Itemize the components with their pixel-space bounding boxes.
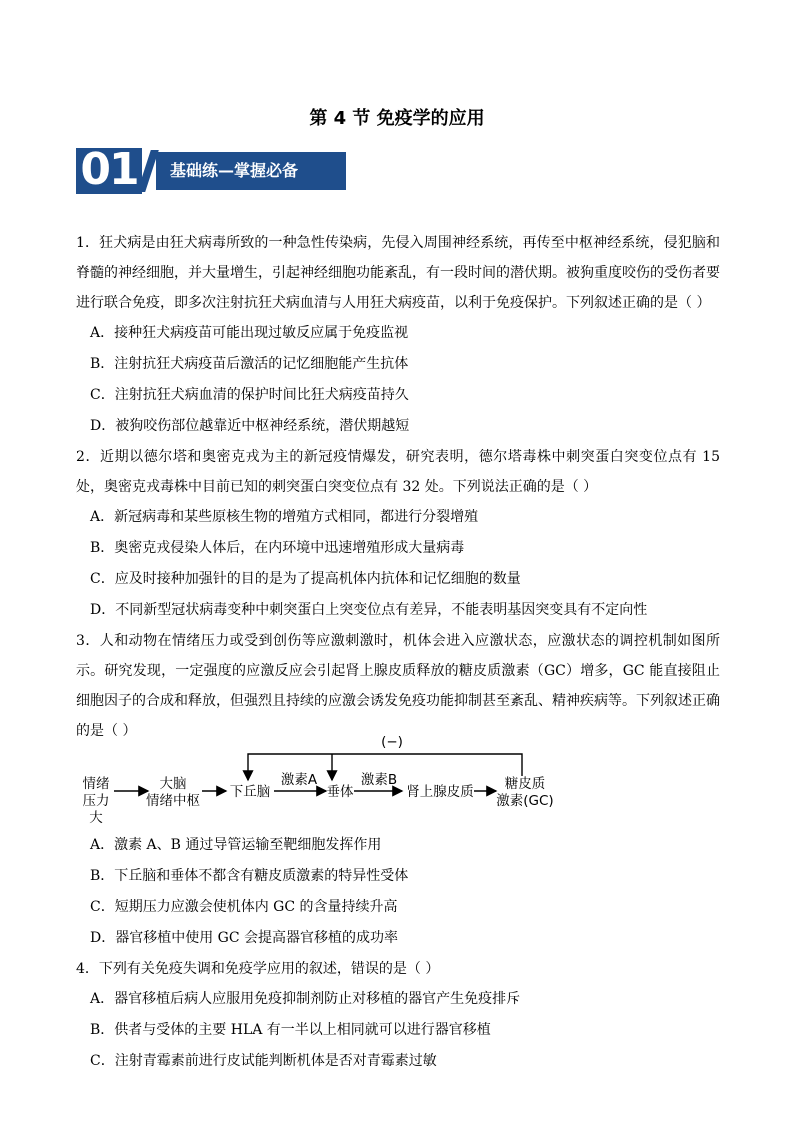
option-b: B．注射抗狂犬病疫苗后激活的记忆细胞能产生抗体 <box>90 356 409 372</box>
option-c: C．应及时接种加强针的目的是为了提高机体内抗体和记忆细胞的数量 <box>90 571 521 587</box>
option-d: D．器官移植中使用 GC 会提高器官移植的成功率 <box>90 930 399 946</box>
option-c: C．短期压力应激会使机体内 GC 的含量持续升高 <box>90 899 398 915</box>
node-glucocorticoid: 糖皮质 激素(GC) <box>496 776 554 809</box>
question-4 <box>76 954 720 1077</box>
label-hormone-b: 激素B <box>360 772 398 788</box>
option-a: A．器官移植后病人应服用免疫抑制剂防止对移植的器官产生免疫排斥 <box>90 991 521 1007</box>
option-a: A．接种狂犬病疫苗可能出现过敏反应属于免疫监视 <box>90 325 409 341</box>
option-b: B．下丘脑和垂体不都含有糖皮质激素的特异性受体 <box>90 868 409 884</box>
option-d: D．被狗咬伤部位越靠近中枢神经系统，潜伏期越短 <box>90 418 410 434</box>
option-c: C．注射青霉素前进行皮试能判断机体是否对青霉素过敏 <box>90 1053 437 1069</box>
option-b: B．供者与受体的主要 HLA 有一半以上相同就可以进行器官移植 <box>90 1022 491 1038</box>
question-list <box>76 228 720 1077</box>
option-a: A．新冠病毒和某些原核生物的增殖方式相同，都进行分裂增殖 <box>90 509 479 525</box>
node-stress: 情绪 压力大 <box>82 776 110 826</box>
question-stem: 1．狂犬病是由狂犬病毒所致的一种急性传染病，先侵入周围神经系统，再传至中枢神经系统，侵犯脑和脊髓的神经细胞，并大量增生，引起神经细胞功能紊乱，有一段时间的潜伏期。被狗重度咬伤的受伤者要进行联合免疫，即多次注射抗狂犬病血清与人用狂犬病疫苗，以利于免疫保护。下列叙述正确的是（ ） <box>76 235 720 311</box>
section-number: 01 <box>76 148 142 194</box>
node-adrenal-cortex: 肾上腺皮质 <box>406 784 474 800</box>
label-negative-feedback: (−) <box>381 734 403 750</box>
question-2 <box>76 442 720 626</box>
question-1 <box>76 228 720 442</box>
section-banner <box>76 144 346 195</box>
stress-regulation-diagram <box>76 734 720 830</box>
node-brain: 大脑 情绪中枢 <box>146 776 200 809</box>
option-c: C．注射抗狂犬病血清的保护时间比狂犬病疫苗持久 <box>90 387 409 403</box>
question-stem: 3．人和动物在情绪压力或受到创伤等应激刺激时，机体会进入应激状态，应激状态的调控机制如图所示。研究发现，一定强度的应激反应会引起肾上腺皮质释放的糖皮质激素（GC）增多，GC 能直接阻止细胞因子的合成和释放，但强烈且持续的应激会诱发免疫功能抑制甚至紊乱、精神疾病等。下列叙述正确的是（ ） <box>76 633 720 739</box>
question-3 <box>76 626 720 954</box>
label-hormone-a: 激素A <box>280 772 318 788</box>
question-stem: 4．下列有关免疫失调和免疫学应用的叙述，错误的是（ ） <box>76 961 440 977</box>
page-title: 第 4 节 免疫学的应用 <box>309 108 485 129</box>
option-a: A．激素 A、B 通过导管运输至靶细胞发挥作用 <box>90 837 382 853</box>
node-pituitary: 垂体 <box>326 784 354 800</box>
option-b: B．奥密克戎侵染人体后，在内环境中迅速增殖形成大量病毒 <box>90 540 465 556</box>
section-label: 基础练—掌握必备 <box>156 152 346 190</box>
option-d: D．不同新型冠状病毒变种中刺突蛋白上突变位点有差异，不能表明基因突变具有不定向性 <box>90 602 648 618</box>
question-stem: 2．近期以德尔塔和奥密克戎为主的新冠疫情爆发，研究表明，德尔塔毒株中刺突蛋白突变位点有 15 处，奥密克戎毒株中目前已知的刺突蛋白突变位点有 32 处。下列说法正确的是（ ） <box>76 449 720 495</box>
node-hypothalamus: 下丘脑 <box>229 784 271 800</box>
